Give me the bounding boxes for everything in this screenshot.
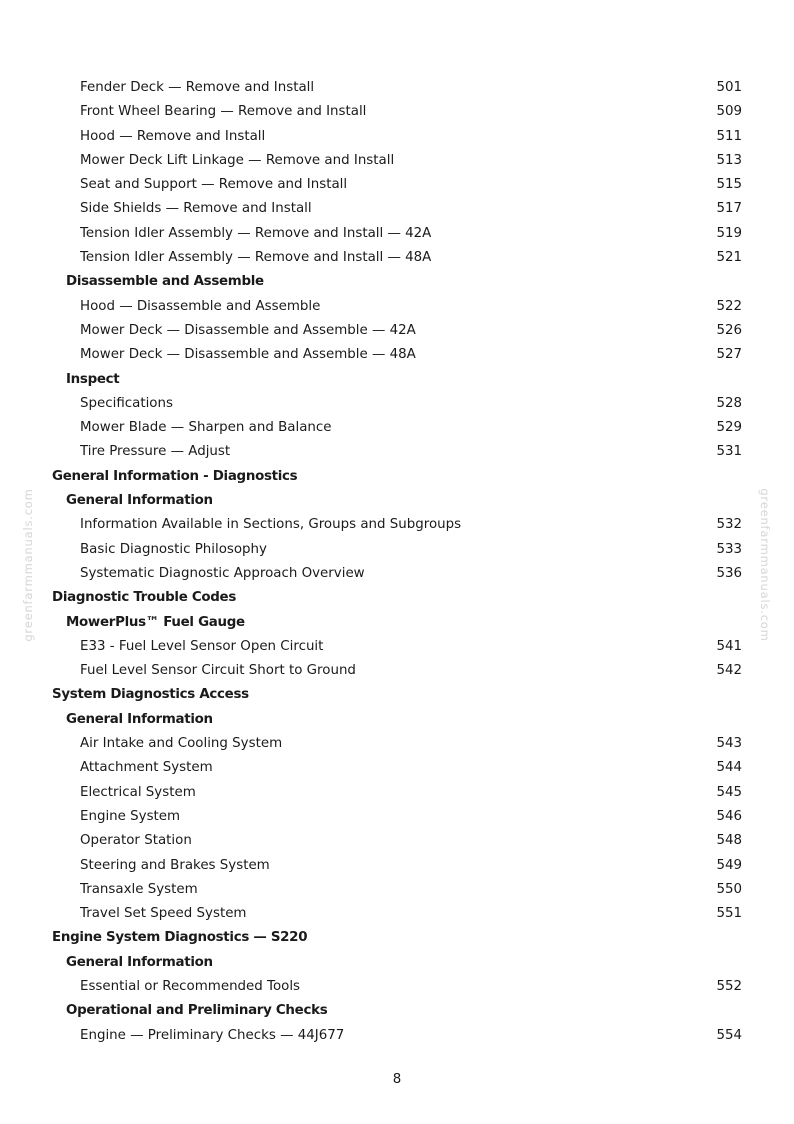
toc-entry-page: 549 (716, 857, 742, 873)
toc-entry-title: Hood — Disassemble and Assemble (80, 298, 321, 314)
toc-entry-page: 532 (716, 517, 742, 533)
toc-heading-title: General Information (66, 954, 213, 970)
toc-entry (0, 878, 794, 902)
toc-entry (0, 635, 794, 659)
toc-entry-page: 521 (716, 250, 742, 266)
toc-entry-page: 515 (716, 177, 742, 193)
watermark-left-text: greenfarmmanuals.com (21, 488, 35, 642)
toc-section-heading (0, 708, 794, 732)
toc-entry-title: Fender Deck — Remove and Install (80, 80, 315, 95)
toc-section-heading (0, 999, 794, 1023)
toc-heading-title: Diagnostic Trouble Codes (52, 590, 237, 606)
toc-section-heading (0, 368, 794, 392)
toc-entry-title: Information Available in Sections, Groups and Subgroups (80, 517, 462, 533)
toc-entry-title: Operator Station (80, 833, 192, 849)
toc-entry (0, 805, 794, 829)
toc-entry (0, 125, 794, 149)
toc-entry-title: Electrical System (80, 784, 196, 800)
toc-entry (0, 756, 794, 780)
toc-entry (0, 562, 794, 586)
toc-entry-title: Transaxle System (80, 881, 198, 897)
toc-entry-title: E33 - Fuel Level Sensor Open Circuit (80, 638, 324, 654)
toc-entry (0, 659, 794, 683)
toc-entry-page: 533 (716, 541, 742, 557)
toc-entry (0, 100, 794, 124)
toc-heading-title: General Information (66, 711, 213, 727)
toc-entry (0, 76, 794, 100)
page-number: 8 (392, 1072, 402, 1087)
toc-entry-title: Tension Idler Assembly — Remove and Install — 48A (80, 250, 432, 266)
toc-entry-title: Fuel Level Sensor Circuit Short to Ground (80, 663, 356, 679)
toc-entry-title: Tire Pressure — Adjust (80, 444, 231, 460)
toc-entry (0, 319, 794, 343)
toc-entry-page: 522 (716, 298, 742, 314)
toc-section-heading (0, 586, 794, 610)
toc-heading-title: MowerPlus™ Fuel Gauge (66, 614, 245, 630)
toc-section-heading (0, 270, 794, 294)
toc-entry-page: 550 (716, 881, 742, 897)
toc-entry-page: 529 (716, 420, 742, 436)
toc-entry-page: 531 (716, 444, 742, 460)
toc-section-heading (0, 683, 794, 707)
toc-entry-page: 541 (716, 638, 742, 654)
toc-section-heading (0, 611, 794, 635)
toc-entry (0, 1024, 794, 1048)
toc-entry-title: Air Intake and Cooling System (80, 736, 283, 752)
toc-section-heading (0, 489, 794, 513)
toc-entry (0, 392, 794, 416)
toc-heading-title: Engine System Diagnostics — S220 (52, 930, 308, 946)
toc-entry-title: Mower Deck — Disassemble and Assemble — 42A (80, 322, 416, 338)
toc-entry-page: 509 (716, 104, 742, 120)
toc-entry (0, 343, 794, 367)
toc-entry-page: 527 (716, 347, 742, 363)
watermark-right-text: greenfarmmanuals.com (758, 488, 772, 642)
toc-entry-page: 545 (716, 784, 742, 800)
toc-entry-page: 536 (716, 565, 742, 581)
toc-entry-page: 501 (716, 80, 742, 95)
toc-entry-title: Mower Deck Lift Linkage — Remove and Install (80, 152, 395, 168)
toc-entry-title: Engine — Preliminary Checks — 44J677 (80, 1027, 345, 1043)
toc-entry-title: Attachment System (80, 760, 213, 776)
toc-entry (0, 440, 794, 464)
toc-heading-title: Inspect (66, 371, 120, 387)
toc-entry (0, 295, 794, 319)
toc-entry-page: 548 (716, 833, 742, 849)
toc-heading-title: Disassemble and Assemble (66, 274, 264, 290)
toc-section-heading (0, 465, 794, 489)
toc-entry-page: 554 (716, 1027, 742, 1043)
toc-entry (0, 197, 794, 221)
toc-entry-page: 517 (716, 201, 742, 217)
toc-entry-page: 519 (716, 225, 742, 241)
toc-entry (0, 173, 794, 197)
toc-entry (0, 975, 794, 999)
toc-entry-title: Engine System (80, 808, 181, 824)
toc-entry-title: Hood — Remove and Install (80, 128, 266, 144)
toc-entry-page: 542 (716, 663, 742, 679)
toc-entry-page: 511 (716, 128, 742, 144)
toc-entry (0, 538, 794, 562)
toc-entry-title: Side Shields — Remove and Install (80, 201, 312, 217)
toc-entry (0, 854, 794, 878)
toc-section-heading (0, 951, 794, 975)
toc-entry (0, 829, 794, 853)
toc-entry (0, 902, 794, 926)
toc-entry (0, 222, 794, 246)
toc-entry-page: 526 (716, 322, 742, 338)
toc-entry-page: 513 (716, 152, 742, 168)
toc-entry-title: Seat and Support — Remove and Install (80, 177, 348, 193)
toc-entry-title: Mower Blade — Sharpen and Balance (80, 420, 332, 436)
toc-entry-title: Steering and Brakes System (80, 857, 270, 873)
toc-entry-title: Mower Deck — Disassemble and Assemble — 48A (80, 347, 416, 363)
toc-entry (0, 732, 794, 756)
toc-entry (0, 513, 794, 537)
toc-entry-title: Essential or Recommended Tools (80, 978, 301, 994)
toc-entry-title: Tension Idler Assembly — Remove and Install — 42A (80, 225, 432, 241)
toc-entry-page: 543 (716, 736, 742, 752)
toc-entry-title: Systematic Diagnostic Approach Overview (80, 565, 365, 581)
toc-section-heading (0, 926, 794, 950)
toc-entry (0, 246, 794, 270)
toc-entry (0, 416, 794, 440)
toc-heading-title: General Information (66, 493, 213, 509)
toc-heading-title: System Diagnostics Access (52, 687, 249, 703)
toc-entry-title: Front Wheel Bearing — Remove and Install (80, 104, 367, 120)
table-of-contents (0, 76, 794, 1048)
toc-entry-page: 552 (716, 978, 742, 994)
toc-heading-title: Operational and Preliminary Checks (66, 1003, 328, 1019)
toc-entry (0, 149, 794, 173)
toc-entry-title: Specifications (80, 395, 173, 411)
toc-entry-page: 551 (716, 906, 742, 922)
toc-entry (0, 781, 794, 805)
toc-entry-title: Basic Diagnostic Philosophy (80, 541, 267, 557)
toc-entry-title: Travel Set Speed System (80, 906, 247, 922)
toc-entry-page: 528 (716, 395, 742, 411)
toc-heading-title: General Information - Diagnostics (52, 468, 298, 484)
toc-entry-page: 544 (716, 760, 742, 776)
toc-entry-page: 546 (716, 808, 742, 824)
